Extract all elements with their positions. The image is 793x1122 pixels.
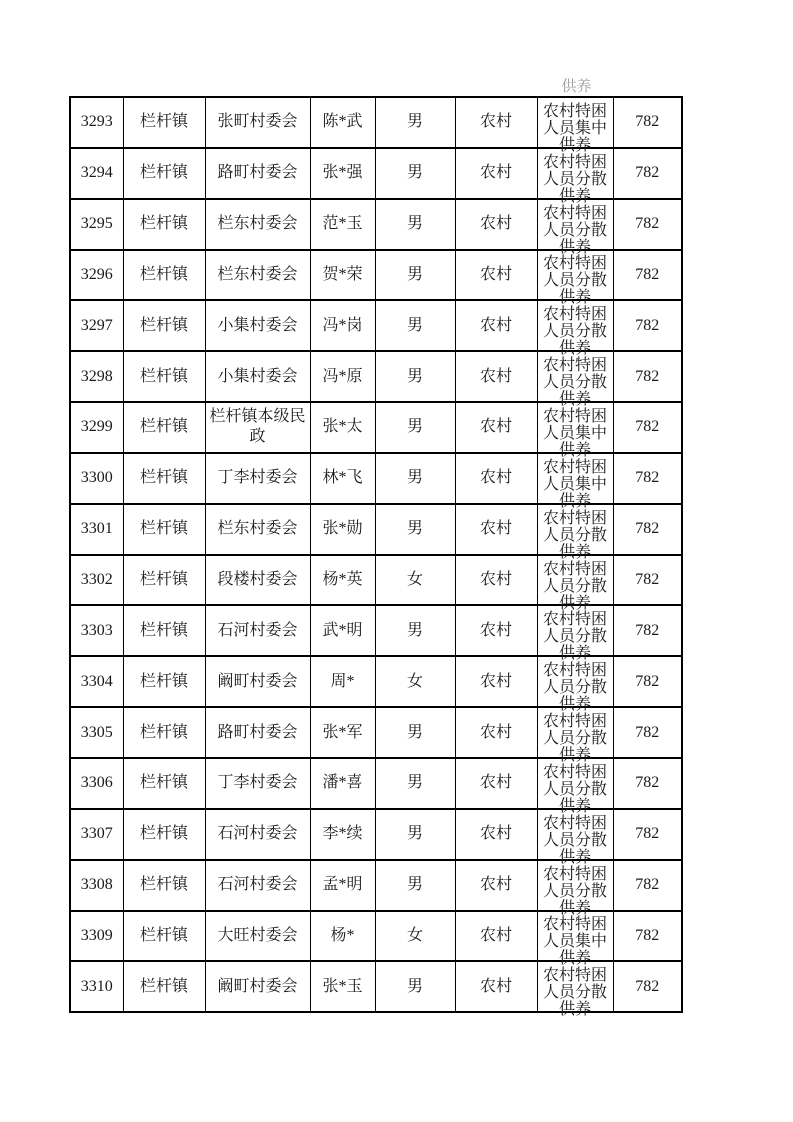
assistance-category-text: 农村特困人员分散供养 xyxy=(542,255,607,307)
table-body xyxy=(70,97,682,1019)
cell-gender: 男 xyxy=(375,351,455,402)
cell-amount: 782 xyxy=(613,453,682,504)
cell-town: 栏杆镇 xyxy=(123,453,205,504)
cell-area-type: 农村 xyxy=(455,605,537,656)
cell-amount: 782 xyxy=(613,758,682,809)
cell-serial-number: 3297 xyxy=(70,300,123,351)
cell-serial-number: 3304 xyxy=(70,656,123,707)
cell-gender: 男 xyxy=(375,453,455,504)
cell-amount: 782 xyxy=(613,961,682,1012)
cell-town: 栏杆镇 xyxy=(123,300,205,351)
cell-assistance-category xyxy=(537,605,613,663)
cell-village-committee: 小集村委会 xyxy=(205,300,310,351)
cell-area-type: 农村 xyxy=(455,961,537,1012)
cell-person-name: 陈*武 xyxy=(310,97,375,148)
assistance-category-text: 农村特困人员分散供养 xyxy=(542,204,607,256)
cell-town: 栏杆镇 xyxy=(123,250,205,301)
cell-area-type: 农村 xyxy=(455,758,537,809)
cell-town: 栏杆镇 xyxy=(123,402,205,453)
cell-amount: 782 xyxy=(613,97,682,148)
cell-person-name: 周* xyxy=(310,656,375,707)
cell-serial-number: 3301 xyxy=(70,504,123,555)
assistance-roster-table xyxy=(69,96,683,1019)
cell-person-name: 张*太 xyxy=(310,402,375,453)
cell-area-type: 农村 xyxy=(455,402,537,453)
cell-assistance-category xyxy=(537,250,613,307)
cell-gender: 女 xyxy=(375,911,455,962)
cell-town: 栏杆镇 xyxy=(123,351,205,402)
cell-serial-number: 3293 xyxy=(70,97,123,148)
cell-amount: 782 xyxy=(613,809,682,860)
cell-village-committee: 阚町村委会 xyxy=(205,961,310,1012)
table-row xyxy=(70,351,682,402)
assistance-category-text: 农村特困人员分散供养 xyxy=(542,713,607,765)
cell-amount: 782 xyxy=(613,504,682,555)
cell-gender: 男 xyxy=(375,402,455,453)
cell-serial-number: 3299 xyxy=(70,402,123,453)
cell-town: 栏杆镇 xyxy=(123,809,205,860)
cell-gender: 女 xyxy=(375,656,455,707)
cell-assistance-category xyxy=(537,809,613,866)
table-row xyxy=(70,504,682,555)
cell-town: 栏杆镇 xyxy=(123,504,205,555)
cell-gender: 男 xyxy=(375,961,455,1012)
cell-area-type: 农村 xyxy=(455,504,537,555)
cell-amount: 782 xyxy=(613,707,682,758)
cell-person-name: 范*玉 xyxy=(310,199,375,250)
cell-serial-number: 3307 xyxy=(70,809,123,860)
cell-village-committee: 栏东村委会 xyxy=(205,504,310,555)
table-row xyxy=(70,453,682,504)
cell-town: 栏杆镇 xyxy=(123,911,205,962)
cell-area-type: 农村 xyxy=(455,555,537,606)
assistance-category-text: 农村特困人员分散供养 xyxy=(542,509,607,561)
cell-gender: 男 xyxy=(375,300,455,351)
assistance-category-text: 农村特困人员分散供养 xyxy=(542,662,607,714)
cell-person-name: 潘*喜 xyxy=(310,758,375,809)
cell-person-name: 张*勋 xyxy=(310,504,375,555)
cell-village-committee: 栏杆镇本级民政 xyxy=(205,402,310,453)
cell-area-type: 农村 xyxy=(455,656,537,707)
assistance-category-text: 农村特困人员分散供养 xyxy=(542,865,607,917)
cell-village-committee: 路町村委会 xyxy=(205,707,310,758)
assistance-category-text: 农村特困人员分散供养 xyxy=(542,763,607,815)
cell-amount: 782 xyxy=(613,300,682,351)
cell-person-name: 冯*岗 xyxy=(310,300,375,351)
cell-assistance-category xyxy=(537,555,613,612)
cell-village-committee: 丁李村委会 xyxy=(205,453,310,504)
cell-village-committee: 阚町村委会 xyxy=(205,656,310,707)
cell-town: 栏杆镇 xyxy=(123,199,205,250)
cell-amount: 782 xyxy=(613,656,682,707)
cell-person-name: 杨* xyxy=(310,911,375,962)
cell-gender: 男 xyxy=(375,504,455,555)
cell-area-type: 农村 xyxy=(455,250,537,301)
cell-village-committee: 张町村委会 xyxy=(205,97,310,148)
table-row xyxy=(70,911,682,962)
previous-row-clipped-text-label: 供养 xyxy=(561,79,592,95)
cell-person-name: 张*军 xyxy=(310,707,375,758)
cell-town: 栏杆镇 xyxy=(123,860,205,911)
table-row xyxy=(70,300,682,351)
cell-area-type: 农村 xyxy=(455,199,537,250)
cell-person-name: 冯*原 xyxy=(310,351,375,402)
assistance-category-text: 农村特困人员分散供养 xyxy=(542,967,607,1019)
cell-area-type: 农村 xyxy=(455,860,537,911)
cell-area-type: 农村 xyxy=(455,300,537,351)
cell-serial-number: 3303 xyxy=(70,605,123,656)
cell-village-committee: 大旺村委会 xyxy=(205,911,310,962)
cell-person-name: 李*续 xyxy=(310,809,375,860)
cell-gender: 女 xyxy=(375,555,455,606)
table-row xyxy=(70,707,682,758)
cell-village-committee: 栏东村委会 xyxy=(205,199,310,250)
cell-assistance-category xyxy=(537,504,613,561)
cell-serial-number: 3308 xyxy=(70,860,123,911)
cell-village-committee: 石河村委会 xyxy=(205,860,310,911)
cell-village-committee: 石河村委会 xyxy=(205,605,310,656)
cell-amount: 782 xyxy=(613,555,682,606)
cell-assistance-category xyxy=(537,656,613,714)
cell-area-type: 农村 xyxy=(455,148,537,199)
assistance-category-text: 农村特困人员分散供养 xyxy=(542,560,607,612)
cell-gender: 男 xyxy=(375,148,455,199)
table-row xyxy=(70,860,682,911)
cell-village-committee: 丁李村委会 xyxy=(205,758,310,809)
assistance-category-text: 农村特困人员分散供养 xyxy=(542,611,607,663)
cell-village-committee: 栏东村委会 xyxy=(205,250,310,301)
cell-assistance-category xyxy=(537,911,613,968)
cell-assistance-category xyxy=(537,453,613,510)
table-row xyxy=(70,961,682,1012)
cell-town: 栏杆镇 xyxy=(123,758,205,809)
cell-person-name: 孟*明 xyxy=(310,860,375,911)
cell-town: 栏杆镇 xyxy=(123,97,205,148)
cell-gender: 男 xyxy=(375,707,455,758)
cell-area-type: 农村 xyxy=(455,911,537,962)
cell-amount: 782 xyxy=(613,148,682,199)
cell-gender: 男 xyxy=(375,199,455,250)
assistance-category-text: 农村特困人员集中供养 xyxy=(542,407,607,459)
cell-person-name: 张*玉 xyxy=(310,961,375,1012)
cell-serial-number: 3300 xyxy=(70,453,123,504)
cell-assistance-category xyxy=(537,961,613,1019)
table-row xyxy=(70,555,682,606)
cell-serial-number: 3310 xyxy=(70,961,123,1012)
table-row xyxy=(70,656,682,707)
cell-serial-number: 3305 xyxy=(70,707,123,758)
cell-town: 栏杆镇 xyxy=(123,707,205,758)
assistance-category-text: 农村特困人员集中供养 xyxy=(542,916,607,968)
cell-amount: 782 xyxy=(613,250,682,301)
cell-gender: 男 xyxy=(375,97,455,148)
cell-assistance-category xyxy=(537,707,613,765)
cell-town: 栏杆镇 xyxy=(123,148,205,199)
cell-person-name: 贺*荣 xyxy=(310,250,375,301)
cell-person-name: 林*飞 xyxy=(310,453,375,504)
cell-gender: 男 xyxy=(375,809,455,860)
assistance-category-text: 农村特困人员分散供养 xyxy=(542,357,607,409)
cell-assistance-category xyxy=(537,199,613,256)
cell-gender: 男 xyxy=(375,250,455,301)
assistance-category-text: 农村特困人员分散供养 xyxy=(542,814,607,866)
table-row xyxy=(70,402,682,453)
cell-person-name: 武*明 xyxy=(310,605,375,656)
table-row xyxy=(70,250,682,301)
cell-town: 栏杆镇 xyxy=(123,961,205,1012)
cell-serial-number: 3296 xyxy=(70,250,123,301)
table-row xyxy=(70,148,682,199)
cell-assistance-category xyxy=(537,351,613,409)
cell-area-type: 农村 xyxy=(455,351,537,402)
cell-amount: 782 xyxy=(613,402,682,453)
table-row xyxy=(70,758,682,809)
cell-area-type: 农村 xyxy=(455,707,537,758)
assistance-category-text: 农村特困人员集中供养 xyxy=(542,458,607,510)
cell-gender: 男 xyxy=(375,860,455,911)
cell-town: 栏杆镇 xyxy=(123,605,205,656)
cell-amount: 782 xyxy=(613,605,682,656)
table-row xyxy=(70,809,682,860)
cell-assistance-category xyxy=(537,402,613,459)
cell-village-committee: 石河村委会 xyxy=(205,809,310,860)
cell-town: 栏杆镇 xyxy=(123,555,205,606)
cell-amount: 782 xyxy=(613,351,682,402)
cell-assistance-category xyxy=(537,758,613,815)
assistance-category-text: 农村特困人员集中供养 xyxy=(542,102,607,154)
assistance-category-text: 农村特困人员分散供养 xyxy=(542,306,607,358)
cell-person-name: 杨*英 xyxy=(310,555,375,606)
cell-area-type: 农村 xyxy=(455,97,537,148)
cell-amount: 782 xyxy=(613,860,682,911)
cell-serial-number: 3295 xyxy=(70,199,123,250)
cell-serial-number: 3302 xyxy=(70,555,123,606)
cell-serial-number: 3298 xyxy=(70,351,123,402)
cell-gender: 男 xyxy=(375,758,455,809)
table-row xyxy=(70,605,682,656)
table-row xyxy=(70,199,682,250)
cell-assistance-category xyxy=(537,300,613,358)
cell-serial-number: 3306 xyxy=(70,758,123,809)
cell-assistance-category xyxy=(537,148,613,205)
cell-area-type: 农村 xyxy=(455,809,537,860)
cell-town: 栏杆镇 xyxy=(123,656,205,707)
cell-serial-number: 3309 xyxy=(70,911,123,962)
cell-assistance-category xyxy=(537,97,613,154)
cell-area-type: 农村 xyxy=(455,453,537,504)
cell-amount: 782 xyxy=(613,911,682,962)
cell-assistance-category xyxy=(537,860,613,917)
cell-village-committee: 路町村委会 xyxy=(205,148,310,199)
assistance-category-text: 农村特困人员分散供养 xyxy=(542,153,607,205)
cell-village-committee: 小集村委会 xyxy=(205,351,310,402)
cell-amount: 782 xyxy=(613,199,682,250)
cell-village-committee: 段楼村委会 xyxy=(205,555,310,606)
cell-gender: 男 xyxy=(375,605,455,656)
cell-serial-number: 3294 xyxy=(70,148,123,199)
cell-person-name: 张*强 xyxy=(310,148,375,199)
table-row xyxy=(70,97,682,148)
